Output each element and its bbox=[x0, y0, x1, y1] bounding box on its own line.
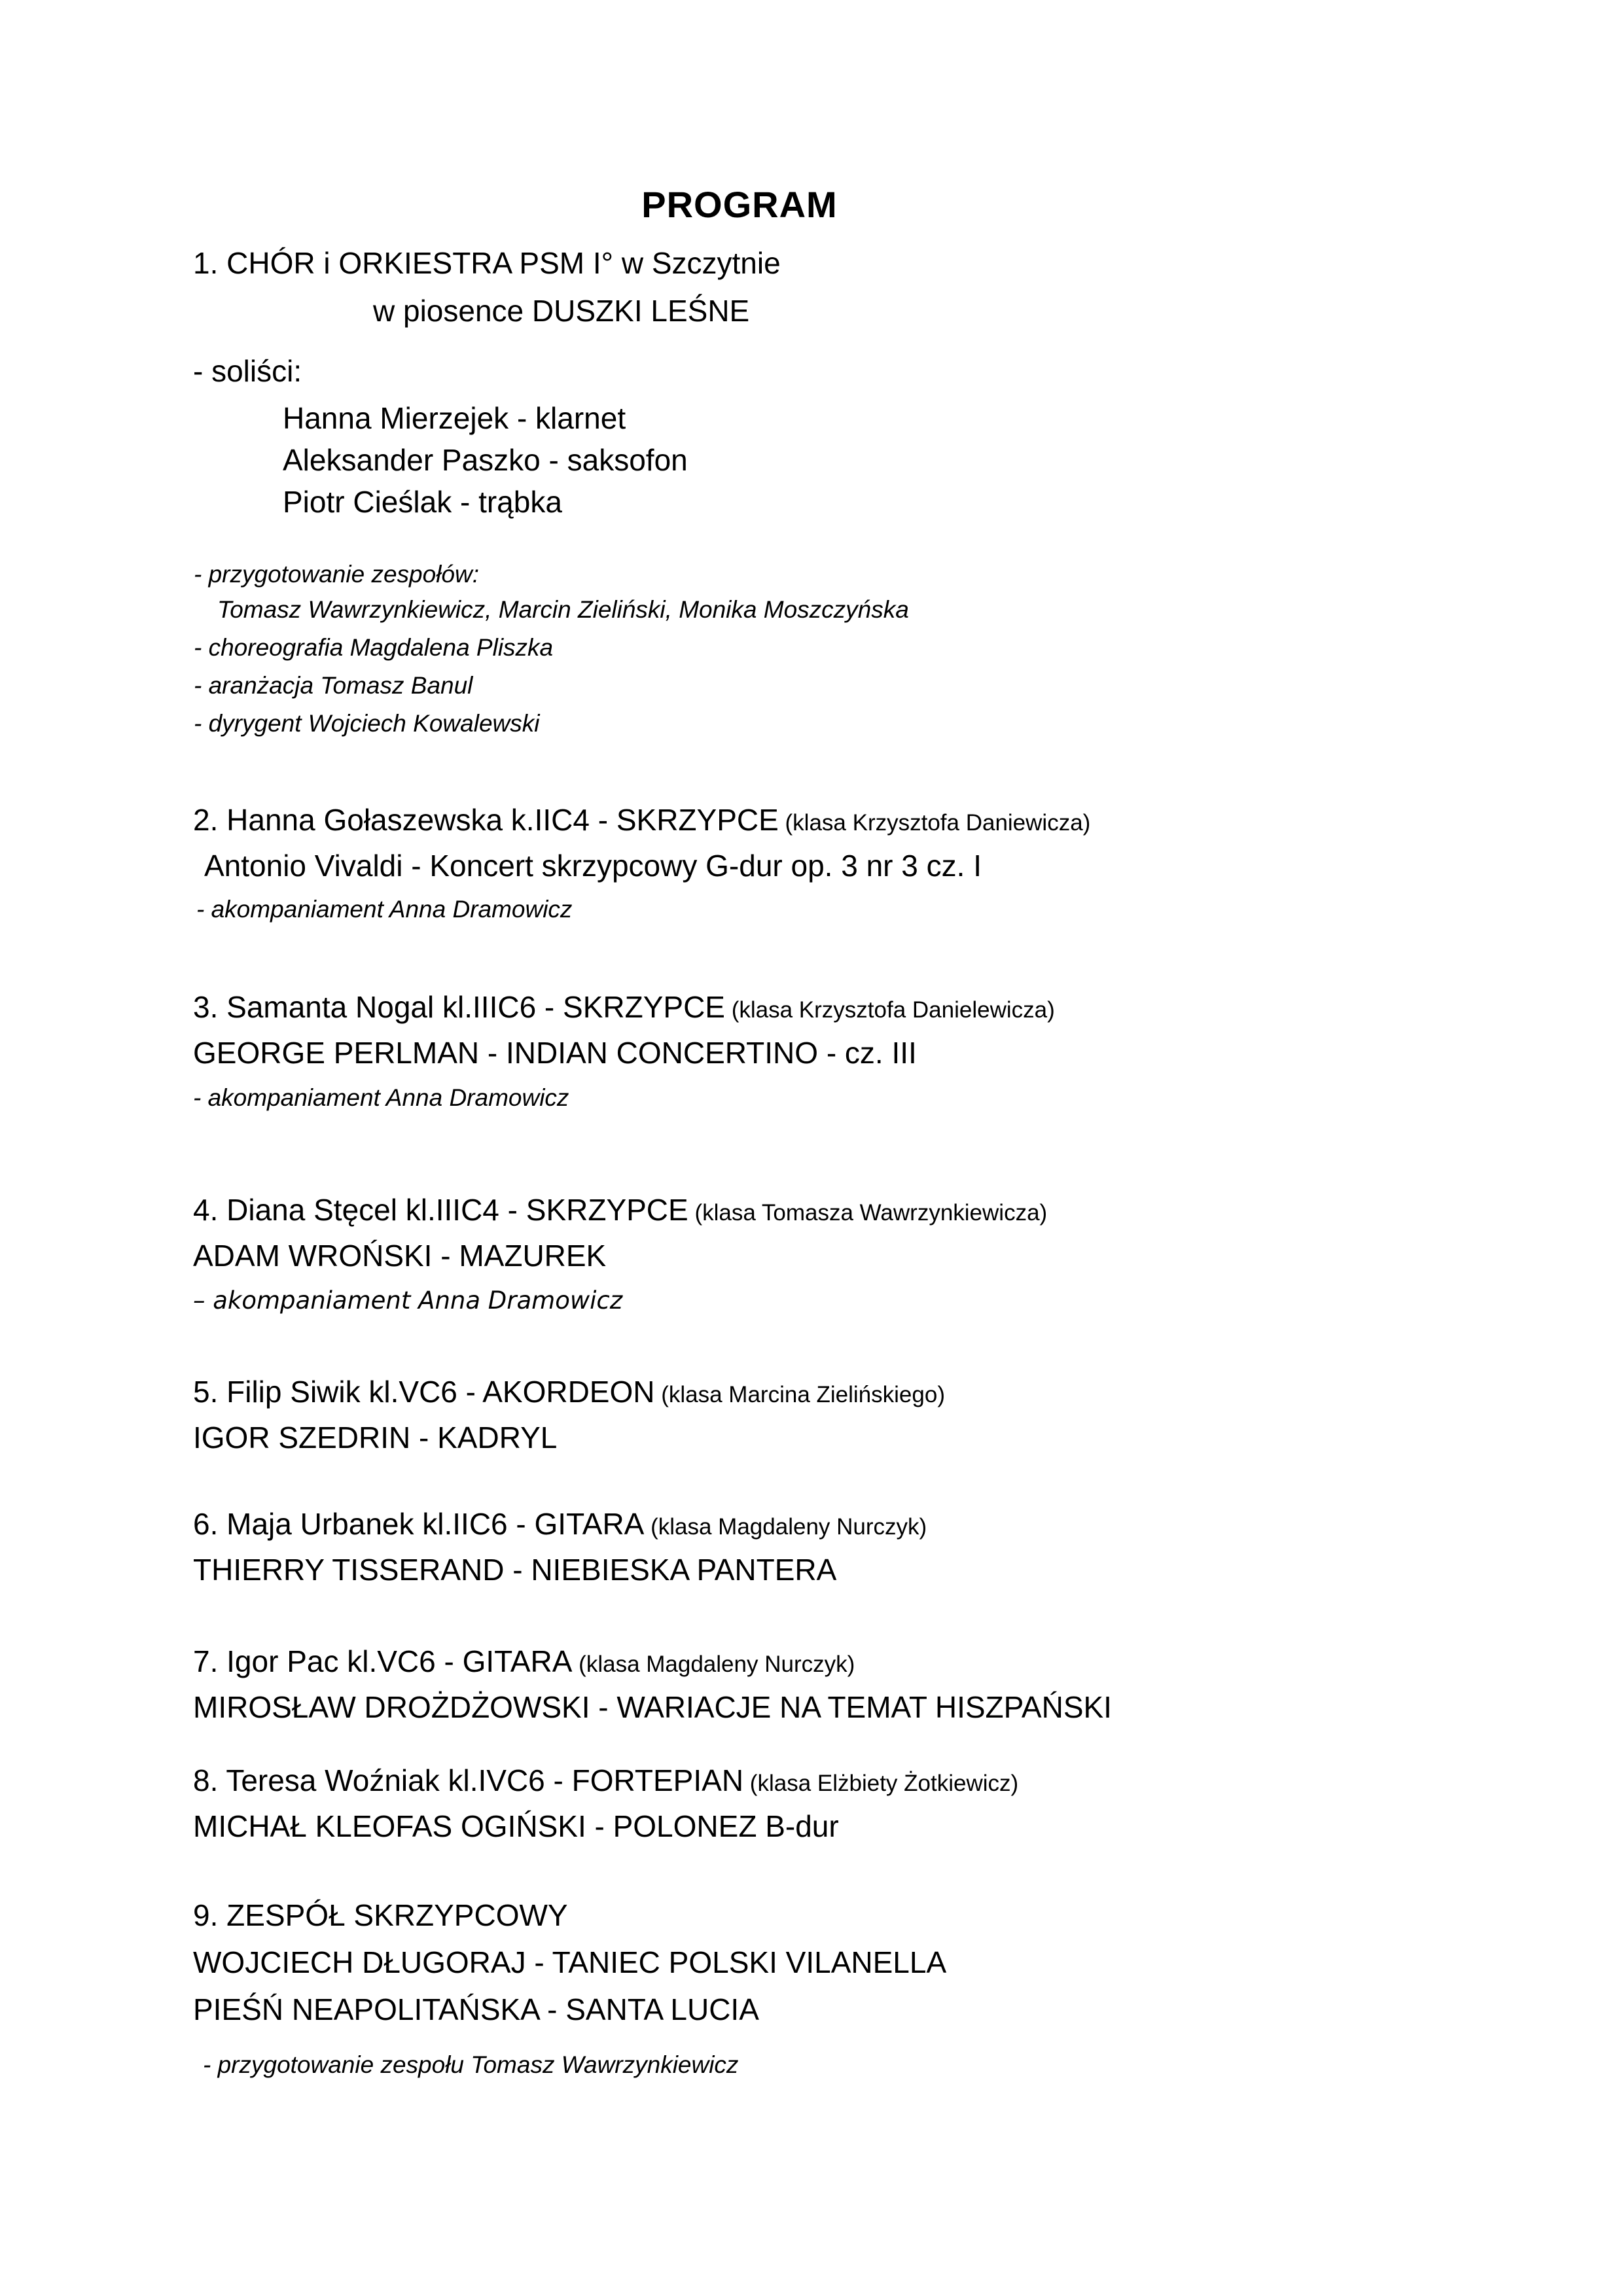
item-7-performer: 7. Igor Pac kl.VC6 - GITARA bbox=[193, 1644, 573, 1678]
item-1-credit: - dyrygent Wojciech Kowalewski bbox=[194, 710, 540, 737]
item-8-teacher: (klasa Elżbiety Żotkiewicz) bbox=[749, 1771, 1019, 1796]
item-9-piece: WOJCIECH DŁUGORAJ - TANIEC POLSKI VILANELLA bbox=[193, 1945, 947, 1979]
item-4-performer: 4. Diana Stęcel kl.IIIC4 - SKRZYPCE bbox=[193, 1193, 688, 1227]
item-1-credit: Tomasz Wawrzynkiewicz, Marcin Zieliński, Monika Moszczyńska bbox=[217, 596, 909, 623]
item-2-performer: 2. Hanna Gołaszewska k.IIC4 - SKRZYPCE bbox=[193, 803, 779, 837]
item-9-piece-second: PIEŚŃ NEAPOLITAŃSKA - SANTA LUCIA bbox=[193, 1992, 759, 2026]
page-title: PROGRAM bbox=[641, 184, 838, 225]
item-1-credit: - aranżacja Tomasz Banul bbox=[194, 672, 473, 699]
item-9-performer: 9. ZESPÓŁ SKRZYPCOWY bbox=[193, 1898, 568, 1932]
item-1-credit: - choreografia Magdalena Pliszka bbox=[194, 634, 554, 661]
item-4-performer-row bbox=[193, 1192, 1047, 1227]
page-bottom-whitespace bbox=[0, 2107, 1623, 2296]
item-6-piece: THIERRY TISSERAND - NIEBIESKA PANTERA bbox=[193, 1553, 837, 1587]
item-8-performer: 8. Teresa Woźniak kl.IVC6 - FORTEPIAN bbox=[193, 1763, 744, 1797]
item-1-soloists-label: - soliści: bbox=[193, 354, 302, 388]
item-6-performer: 6. Maja Urbanek kl.IIC6 - GITARA bbox=[193, 1507, 645, 1541]
item-8-performer-row bbox=[193, 1763, 1018, 1798]
item-3-teacher: (klasa Krzysztofa Danielewicza) bbox=[731, 997, 1055, 1023]
item-1-credit: - przygotowanie zespołów: bbox=[194, 561, 479, 588]
item-1-soloist: Aleksander Paszko - saksofon bbox=[283, 443, 688, 477]
item-5-teacher: (klasa Marcina Zielińskiego) bbox=[661, 1382, 945, 1407]
item-9-credit: - przygotowanie zespołu Tomasz Wawrzynkiewicz bbox=[203, 2051, 739, 2078]
item-2-teacher: (klasa Krzysztofa Daniewicza) bbox=[785, 810, 1091, 836]
item-6-teacher: (klasa Magdaleny Nurczyk) bbox=[651, 1514, 927, 1540]
item-6-performer-row bbox=[193, 1506, 927, 1542]
item-1-soloist: Hanna Mierzejek - klarnet bbox=[283, 401, 626, 435]
item-4-teacher: (klasa Tomasza Wawrzynkiewicza) bbox=[694, 1200, 1048, 1226]
item-8-piece: MICHAŁ KLEOFAS OGIŃSKI - POLONEZ B-dur bbox=[193, 1809, 839, 1843]
item-4-piece: ADAM WROŃSKI - MAZUREK bbox=[193, 1239, 607, 1273]
item-3-piece: GEORGE PERLMAN - INDIAN CONCERTINO - cz. III bbox=[193, 1036, 917, 1070]
item-7-performer-row bbox=[193, 1644, 855, 1679]
item-3-performer-row bbox=[193, 989, 1055, 1025]
item-2-accompanist: - akompaniament Anna Dramowicz bbox=[196, 896, 573, 923]
item-1-song-line: w piosence DUSZKI LEŚNE bbox=[373, 294, 750, 328]
item-3-performer: 3. Samanta Nogal kl.IIIC6 - SKRZYPCE bbox=[193, 990, 725, 1024]
item-1-heading: 1. CHÓR i ORKIESTRA PSM I° w Szczytnie bbox=[193, 246, 781, 280]
item-5-performer-row bbox=[193, 1374, 945, 1409]
item-7-teacher: (klasa Magdaleny Nurczyk) bbox=[579, 1651, 855, 1677]
item-4-accompanist: – akompaniament Anna Dramowicz bbox=[193, 1286, 623, 1315]
item-2-piece: Antonio Vivaldi - Koncert skrzypcowy G-dur op. 3 nr 3 cz. I bbox=[204, 849, 982, 883]
item-2-performer-row bbox=[193, 802, 1090, 838]
item-7-piece: MIROSŁAW DROŻDŻOWSKI - WARIACJE NA TEMAT HISZPAŃSKI bbox=[193, 1690, 1112, 1724]
item-5-performer: 5. Filip Siwik kl.VC6 - AKORDEON bbox=[193, 1375, 655, 1409]
item-1-soloist: Piotr Cieślak - trąbka bbox=[283, 485, 562, 519]
item-3-accompanist: - akompaniament Anna Dramowicz bbox=[193, 1084, 569, 1111]
item-5-piece: IGOR SZEDRIN - KADRYL bbox=[193, 1421, 558, 1455]
